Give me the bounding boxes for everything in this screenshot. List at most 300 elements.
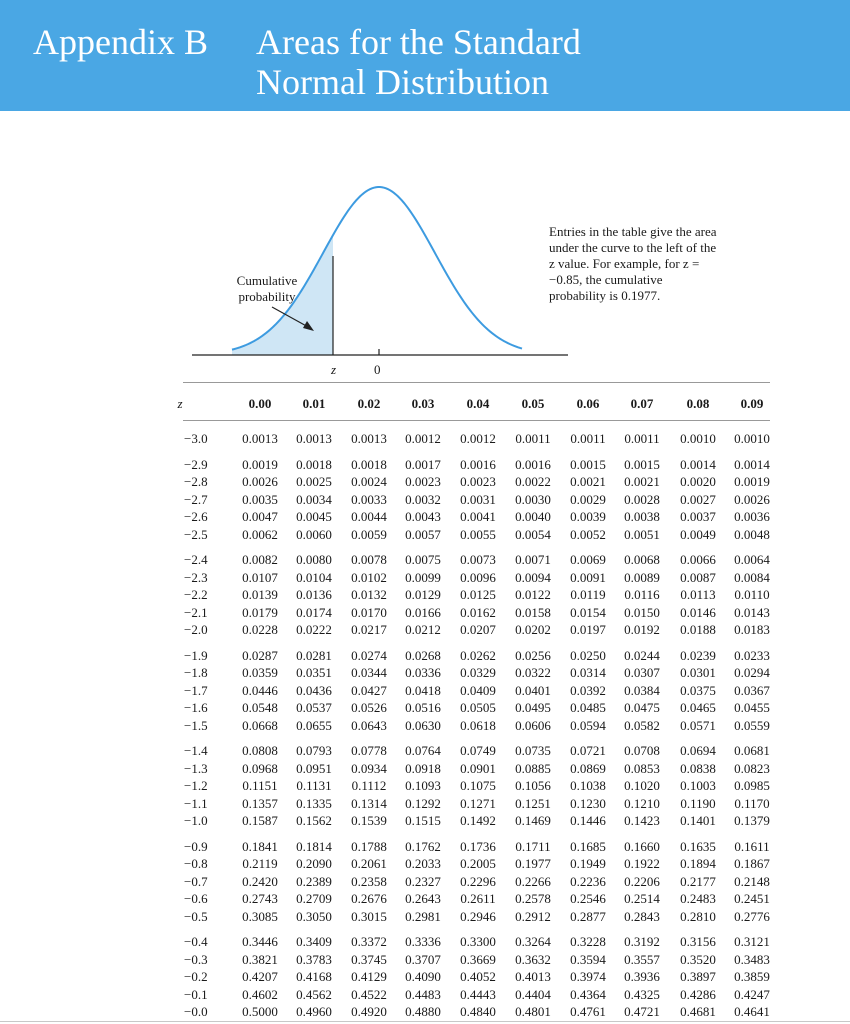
table-cell: 0.0084 [734, 570, 770, 585]
z-value: −2.5 [184, 527, 208, 542]
table-cell: 0.0681 [734, 743, 770, 758]
z-value: −1.1 [184, 796, 208, 811]
table-cell: 0.0409 [460, 683, 496, 698]
table-cell: 0.0188 [680, 622, 716, 637]
table-cell: 0.0274 [351, 648, 387, 663]
table-row [0, 622, 850, 639]
table-cell: 0.0040 [515, 509, 551, 524]
table-row [0, 839, 850, 856]
table-row [0, 796, 850, 813]
table-row [0, 457, 850, 474]
table-cell: 0.2676 [351, 891, 387, 906]
table-cell: 0.0150 [624, 605, 660, 620]
table-cell: 0.0526 [351, 700, 387, 715]
table-cell: 0.0030 [515, 492, 551, 507]
axis-z-label: z [331, 362, 337, 377]
table-cell: 0.0505 [460, 700, 496, 715]
table-cell: 0.3300 [460, 934, 496, 949]
table-row [0, 492, 850, 509]
table-cell: 0.0054 [515, 527, 551, 542]
table-cell: 0.0465 [680, 700, 716, 715]
table-cell: 0.1401 [680, 813, 716, 828]
table-cell: 0.0287 [242, 648, 278, 663]
table-cell: 0.4602 [242, 987, 278, 1002]
table-cell: 0.1423 [624, 813, 660, 828]
z-value: −2.3 [184, 570, 208, 585]
table-cell: 0.2327 [405, 874, 441, 889]
table-cell: 0.4801 [515, 1004, 551, 1019]
column-header: 0.06 [576, 396, 600, 411]
table-cell: 0.0708 [624, 743, 660, 758]
table-cell: 0.1230 [570, 796, 606, 811]
table-row [0, 665, 850, 682]
column-header: 0.07 [630, 396, 654, 411]
table-cell: 0.0853 [624, 761, 660, 776]
table-cell: 0.0025 [296, 474, 332, 489]
table-cell: 0.3085 [242, 909, 278, 924]
table-cell: 0.0018 [351, 457, 387, 472]
table-cell: 0.1190 [680, 796, 716, 811]
table-cell: 0.0023 [405, 474, 441, 489]
table-cell: 0.0207 [460, 622, 496, 637]
table-row [0, 1004, 850, 1021]
table-cell: 0.1131 [296, 778, 332, 793]
table-cell: 0.0122 [515, 587, 551, 602]
table-cell: 0.0031 [460, 492, 496, 507]
table-cell: 0.0294 [734, 665, 770, 680]
table-cell: 0.0162 [460, 605, 496, 620]
table-cell: 0.2206 [624, 874, 660, 889]
table-cell: 0.1056 [515, 778, 551, 793]
z-value: −3.0 [184, 431, 208, 446]
table-cell: 0.2981 [405, 909, 441, 924]
table-cell: 0.0166 [405, 605, 441, 620]
table-cell: 0.2119 [242, 856, 278, 871]
table-cell: 0.0021 [624, 474, 660, 489]
table-cell: 0.3897 [680, 969, 716, 984]
table-cell: 0.4129 [351, 969, 387, 984]
table-cell: 0.3669 [460, 952, 496, 967]
table-cell: 0.4207 [242, 969, 278, 984]
table-cell: 0.0064 [734, 552, 770, 567]
table-row [0, 718, 850, 735]
table-cell: 0.0010 [734, 431, 770, 446]
table-cell: 0.0918 [405, 761, 441, 776]
z-value: −1.6 [184, 700, 208, 715]
z-value: −1.7 [184, 683, 208, 698]
table-cell: 0.4483 [405, 987, 441, 1002]
table-row [0, 605, 850, 622]
table-cell: 0.0047 [242, 509, 278, 524]
table-cell: 0.0418 [405, 683, 441, 698]
table-cell: 0.0132 [351, 587, 387, 602]
table-cell: 0.0344 [351, 665, 387, 680]
table-cell: 0.0024 [351, 474, 387, 489]
table-row [0, 527, 850, 544]
table-cell: 0.0139 [242, 587, 278, 602]
table-cell: 0.0537 [296, 700, 332, 715]
table-cell: 0.0582 [624, 718, 660, 733]
z-value: −2.0 [184, 622, 208, 637]
table-cell: 0.0062 [242, 527, 278, 542]
table-header-row [0, 396, 850, 414]
z-value: −2.9 [184, 457, 208, 472]
table-row [0, 856, 850, 873]
table-cell: 0.0028 [624, 492, 660, 507]
table-explanation-note: Entries in the table give the area under the curve to the left of the z value. For example, for z = −0.85, the cumulative probability is 0.1977. [549, 224, 717, 303]
z-value: −2.6 [184, 509, 208, 524]
table-cell: 0.3015 [351, 909, 387, 924]
table-row [0, 570, 850, 587]
table-cell: 0.1357 [242, 796, 278, 811]
table-cell: 0.2643 [405, 891, 441, 906]
table-row [0, 761, 850, 778]
table-cell: 0.0089 [624, 570, 660, 585]
table-cell: 0.1922 [624, 856, 660, 871]
table-cell: 0.1611 [734, 839, 770, 854]
table-cell: 0.1492 [460, 813, 496, 828]
table-cell: 0.2877 [570, 909, 606, 924]
table-cell: 0.0250 [570, 648, 606, 663]
table-cell: 0.1038 [570, 778, 606, 793]
table-cell: 0.0793 [296, 743, 332, 758]
table-cell: 0.0104 [296, 570, 332, 585]
table-cell: 0.3783 [296, 952, 332, 967]
table-cell: 0.0336 [405, 665, 441, 680]
table-cell: 0.3192 [624, 934, 660, 949]
table-cell: 0.0017 [405, 457, 441, 472]
table-cell: 0.2843 [624, 909, 660, 924]
table-cell: 0.3264 [515, 934, 551, 949]
table-cell: 0.1841 [242, 839, 278, 854]
z-value: −0.6 [184, 891, 208, 906]
z-value: −0.7 [184, 874, 208, 889]
z-value: −2.4 [184, 552, 208, 567]
table-cell: 0.2578 [515, 891, 551, 906]
table-cell: 0.0375 [680, 683, 716, 698]
table-cell: 0.2148 [734, 874, 770, 889]
table-cell: 0.0080 [296, 552, 332, 567]
table-row [0, 700, 850, 717]
table-cell: 0.4443 [460, 987, 496, 1002]
table-cell: 0.0014 [680, 457, 716, 472]
table-cell: 0.0035 [242, 492, 278, 507]
table-cell: 0.4840 [460, 1004, 496, 1019]
table-cell: 0.1539 [351, 813, 387, 828]
table-cell: 0.3821 [242, 952, 278, 967]
table-cell: 0.2611 [460, 891, 496, 906]
table-cell: 0.0033 [351, 492, 387, 507]
table-cell: 0.0136 [296, 587, 332, 602]
table-cell: 0.4522 [351, 987, 387, 1002]
table-cell: 0.3228 [570, 934, 606, 949]
table-cell: 0.0015 [624, 457, 660, 472]
table-cell: 0.4641 [734, 1004, 770, 1019]
table-cell: 0.0016 [460, 457, 496, 472]
table-cell: 0.4880 [405, 1004, 441, 1019]
z-value: −0.1 [184, 987, 208, 1002]
table-cell: 0.0011 [570, 431, 606, 446]
table-cell: 0.0026 [734, 492, 770, 507]
table-cell: 0.0036 [734, 509, 770, 524]
table-cell: 0.0026 [242, 474, 278, 489]
table-cell: 0.0012 [460, 431, 496, 446]
table-cell: 0.3745 [351, 952, 387, 967]
table-cell: 0.0019 [242, 457, 278, 472]
z-column-header: z [177, 396, 183, 411]
table-row [0, 874, 850, 891]
table-cell: 0.0455 [734, 700, 770, 715]
table-cell: 0.3557 [624, 952, 660, 967]
table-cell: 0.4721 [624, 1004, 660, 1019]
table-cell: 0.0735 [515, 743, 551, 758]
table-cell: 0.0934 [351, 761, 387, 776]
table-cell: 0.4761 [570, 1004, 606, 1019]
table-cell: 0.0043 [405, 509, 441, 524]
table-cell: 0.0869 [570, 761, 606, 776]
table-cell: 0.0116 [624, 587, 660, 602]
table-cell: 0.0041 [460, 509, 496, 524]
table-cell: 0.0268 [405, 648, 441, 663]
table-cell: 0.0885 [515, 761, 551, 776]
table-cell: 0.0571 [680, 718, 716, 733]
table-cell: 0.0060 [296, 527, 332, 542]
table-cell: 0.1736 [460, 839, 496, 854]
table-cell: 0.0516 [405, 700, 441, 715]
z-value: −1.4 [184, 743, 208, 758]
table-cell: 0.3121 [734, 934, 770, 949]
table-cell: 0.1112 [351, 778, 387, 793]
table-cell: 0.2810 [680, 909, 716, 924]
table-cell: 0.2709 [296, 891, 332, 906]
table-cell: 0.0495 [515, 700, 551, 715]
table-cell: 0.0212 [405, 622, 441, 637]
z-value: −0.8 [184, 856, 208, 871]
table-cell: 0.3483 [734, 952, 770, 967]
table-cell: 0.2296 [460, 874, 496, 889]
table-cell: 0.0087 [680, 570, 716, 585]
table-cell: 0.0146 [680, 605, 716, 620]
table-cell: 0.0174 [296, 605, 332, 620]
appendix-banner [0, 0, 850, 111]
normal-curve-figure [0, 150, 850, 390]
table-cell: 0.4562 [296, 987, 332, 1002]
table-cell: 0.0170 [351, 605, 387, 620]
table-cell: 0.0475 [624, 700, 660, 715]
table-cell: 0.0110 [734, 587, 770, 602]
table-cell: 0.0262 [460, 648, 496, 663]
table-cell: 0.0228 [242, 622, 278, 637]
table-cell: 0.0721 [570, 743, 606, 758]
table-cell: 0.2389 [296, 874, 332, 889]
table-cell: 0.0985 [734, 778, 770, 793]
table-cell: 0.0668 [242, 718, 278, 733]
table-cell: 0.1635 [680, 839, 716, 854]
table-cell: 0.0197 [570, 622, 606, 637]
table-cell: 0.1762 [405, 839, 441, 854]
table-cell: 0.0485 [570, 700, 606, 715]
table-cell: 0.0034 [296, 492, 332, 507]
table-cell: 0.0359 [242, 665, 278, 680]
table-cell: 0.0073 [460, 552, 496, 567]
table-cell: 0.0069 [570, 552, 606, 567]
table-cell: 0.0823 [734, 761, 770, 776]
z-value: −1.2 [184, 778, 208, 793]
appendix-title: Areas for the Standard Normal Distribution [256, 22, 581, 102]
table-cell: 0.0808 [242, 743, 278, 758]
z-value: −1.8 [184, 665, 208, 680]
column-header: 0.09 [740, 396, 764, 411]
table-cell: 0.3707 [405, 952, 441, 967]
table-cell: 0.0044 [351, 509, 387, 524]
table-cell: 0.2514 [624, 891, 660, 906]
table-cell: 0.0749 [460, 743, 496, 758]
table-cell: 0.4404 [515, 987, 551, 1002]
bell-curve [232, 187, 522, 350]
table-cell: 0.0655 [296, 718, 332, 733]
table-cell: 0.2483 [680, 891, 716, 906]
table-cell: 0.0158 [515, 605, 551, 620]
table-cell: 0.0244 [624, 648, 660, 663]
table-cell: 0.0075 [405, 552, 441, 567]
table-cell: 0.0392 [570, 683, 606, 698]
table-row [0, 934, 850, 951]
table-cell: 0.2946 [460, 909, 496, 924]
table-cell: 0.0968 [242, 761, 278, 776]
table-cell: 0.0071 [515, 552, 551, 567]
table-cell: 0.0019 [734, 474, 770, 489]
table-cell: 0.0013 [351, 431, 387, 446]
table-cell: 0.0329 [460, 665, 496, 680]
table-cell: 0.0016 [515, 457, 551, 472]
table-row [0, 987, 850, 1004]
table-cell: 0.0023 [460, 474, 496, 489]
table-cell: 0.0314 [570, 665, 606, 680]
table-cell: 0.3372 [351, 934, 387, 949]
table-cell: 0.1515 [405, 813, 441, 828]
table-row [0, 474, 850, 491]
table-row [0, 743, 850, 760]
table-cell: 0.1151 [242, 778, 278, 793]
table-cell: 0.2177 [680, 874, 716, 889]
z-value: −0.3 [184, 952, 208, 967]
table-cell: 0.3050 [296, 909, 332, 924]
table-cell: 0.3632 [515, 952, 551, 967]
normal-curve-svg [0, 150, 850, 390]
table-cell: 0.0222 [296, 622, 332, 637]
table-cell: 0.0038 [624, 509, 660, 524]
table-cell: 0.0091 [570, 570, 606, 585]
table-cell: 0.0022 [515, 474, 551, 489]
table-cell: 0.4286 [680, 987, 716, 1002]
table-cell: 0.1093 [405, 778, 441, 793]
table-cell: 0.3594 [570, 952, 606, 967]
table-cell: 0.0102 [351, 570, 387, 585]
table-cell: 0.0021 [570, 474, 606, 489]
table-cell: 0.2546 [570, 891, 606, 906]
z-value: −0.0 [184, 1004, 208, 1019]
table-cell: 0.0113 [680, 587, 716, 602]
table-cell: 0.0082 [242, 552, 278, 567]
table-cell: 0.1660 [624, 839, 660, 854]
table-cell: 0.0384 [624, 683, 660, 698]
table-cell: 0.0838 [680, 761, 716, 776]
table-cell: 0.3156 [680, 934, 716, 949]
table-cell: 0.1335 [296, 796, 332, 811]
table-cell: 0.0233 [734, 648, 770, 663]
table-cell: 0.0764 [405, 743, 441, 758]
table-cell: 0.2236 [570, 874, 606, 889]
table-cell: 0.0694 [680, 743, 716, 758]
table-cell: 0.0307 [624, 665, 660, 680]
table-cell: 0.0594 [570, 718, 606, 733]
table-cell: 0.0143 [734, 605, 770, 620]
table-cell: 0.0256 [515, 648, 551, 663]
table-cell: 0.3859 [734, 969, 770, 984]
table-cell: 0.0548 [242, 700, 278, 715]
table-cell: 0.0630 [405, 718, 441, 733]
table-cell: 0.0099 [405, 570, 441, 585]
z-value: −0.2 [184, 969, 208, 984]
table-cell: 0.0301 [680, 665, 716, 680]
table-cell: 0.4052 [460, 969, 496, 984]
table-row [0, 969, 850, 986]
table-row [0, 509, 850, 526]
table-cell: 0.0011 [624, 431, 660, 446]
table-cell: 0.0055 [460, 527, 496, 542]
table-row [0, 552, 850, 569]
table-cell: 0.0010 [680, 431, 716, 446]
table-row [0, 683, 850, 700]
table-cell: 0.1379 [734, 813, 770, 828]
table-cell: 0.0239 [680, 648, 716, 663]
table-cell: 0.0119 [570, 587, 606, 602]
table-cell: 0.2005 [460, 856, 496, 871]
table-cell: 0.0014 [734, 457, 770, 472]
table-cell: 0.4364 [570, 987, 606, 1002]
table-cell: 0.1446 [570, 813, 606, 828]
table-cell: 0.0322 [515, 665, 551, 680]
table-cell: 0.0045 [296, 509, 332, 524]
table-cell: 0.0013 [296, 431, 332, 446]
table-cell: 0.1251 [515, 796, 551, 811]
table-cell: 0.0901 [460, 761, 496, 776]
table-cell: 0.0107 [242, 570, 278, 585]
table-cell: 0.3974 [570, 969, 606, 984]
table-cell: 0.0618 [460, 718, 496, 733]
table-cell: 0.2266 [515, 874, 551, 889]
table-cell: 0.1271 [460, 796, 496, 811]
table-cell: 0.0029 [570, 492, 606, 507]
table-row [0, 587, 850, 604]
table-cell: 0.0217 [351, 622, 387, 637]
table-cell: 0.4920 [351, 1004, 387, 1019]
table-cell: 0.0052 [570, 527, 606, 542]
table-row [0, 648, 850, 665]
z-value: −1.5 [184, 718, 208, 733]
z-value: −2.7 [184, 492, 208, 507]
table-cell: 0.0018 [296, 457, 332, 472]
table-cell: 0.1587 [242, 813, 278, 828]
table-cell: 0.0068 [624, 552, 660, 567]
page-bottom-rule [0, 1021, 850, 1022]
table-row [0, 952, 850, 969]
table-cell: 0.0436 [296, 683, 332, 698]
table-cell: 0.0037 [680, 509, 716, 524]
column-header: 0.08 [686, 396, 710, 411]
z-value: −2.1 [184, 605, 208, 620]
z-value: −1.9 [184, 648, 208, 663]
